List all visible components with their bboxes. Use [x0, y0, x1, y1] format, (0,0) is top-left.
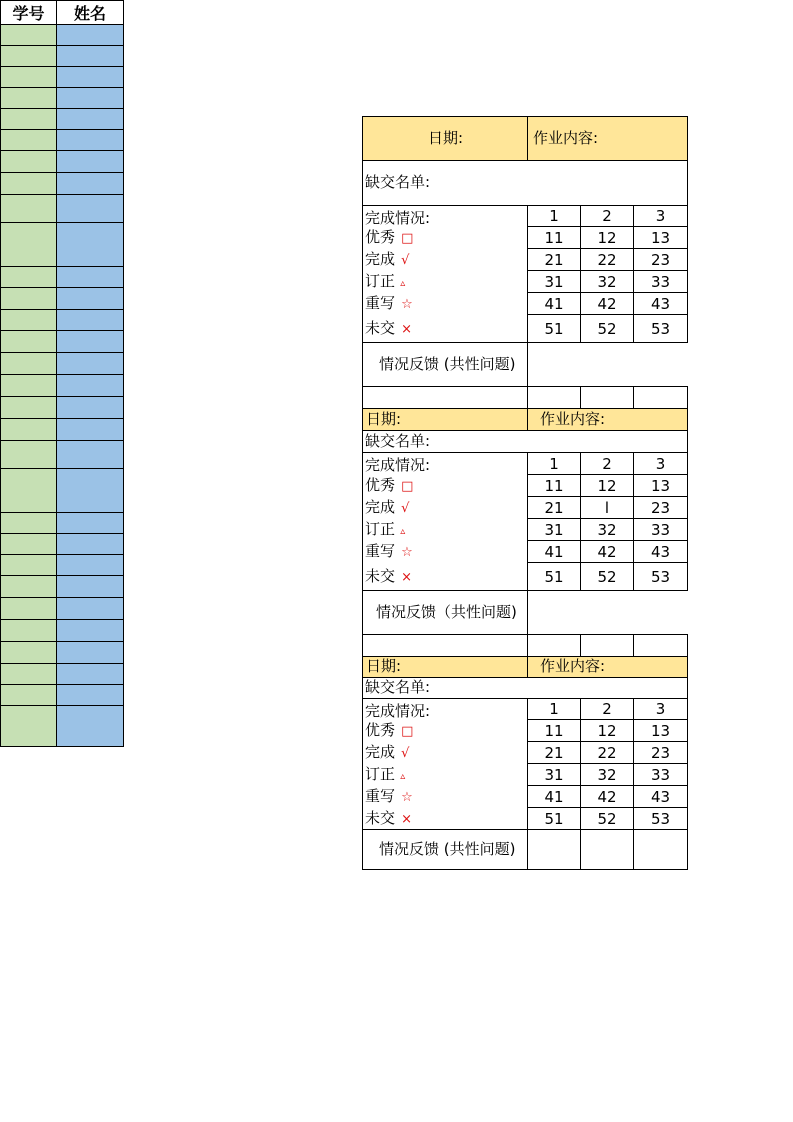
grid-cell[interactable]: [527, 474, 581, 497]
legend-mark-icon: ×: [397, 321, 413, 337]
student-name-cell[interactable]: [57, 620, 124, 642]
blank-cell[interactable]: [633, 634, 688, 657]
grid-cell[interactable]: [580, 314, 634, 343]
legend-item-4: [365, 808, 413, 827]
grid-number: 12: [597, 476, 617, 495]
grid-number: 3: [655, 207, 666, 225]
student-name-cell[interactable]: [57, 267, 124, 288]
legend-mark-icon: ☆: [397, 544, 413, 560]
student-id-cell[interactable]: [1, 67, 57, 88]
student-name-cell[interactable]: [57, 46, 124, 67]
student-id-cell[interactable]: [1, 109, 57, 130]
student-id-cell[interactable]: [1, 88, 57, 109]
student-id-cell[interactable]: [1, 469, 57, 513]
grid-cell[interactable]: [633, 763, 688, 786]
student-id-cell[interactable]: [1, 151, 57, 173]
student-id-cell[interactable]: [1, 195, 57, 223]
legend-item-3: [365, 293, 413, 312]
blank-cell[interactable]: [633, 386, 688, 409]
grid-cell[interactable]: [527, 698, 581, 720]
legend-mark-icon: □: [397, 723, 414, 739]
roster-row: [1, 46, 124, 67]
grid-number: 51: [544, 567, 564, 586]
grid-number: 42: [597, 787, 617, 806]
grid-cell[interactable]: [527, 562, 581, 591]
student-name-cell[interactable]: [57, 664, 124, 685]
grid-number: 43: [650, 787, 671, 806]
feedback-grid-cell[interactable]: [580, 829, 634, 870]
grid-cell[interactable]: [527, 205, 581, 227]
roster-row: [1, 195, 124, 223]
grid-number: 43: [650, 542, 671, 561]
content-label: 作业内容:: [540, 657, 606, 675]
roster-row: [1, 223, 124, 267]
student-id-cell[interactable]: [1, 310, 57, 331]
legend-mark-icon: □: [397, 230, 414, 246]
feedback-label: 情况反馈（共性问题): [376, 602, 517, 621]
grid-number: 23: [650, 498, 671, 517]
legend-label: 重写: [365, 541, 396, 560]
date-label: 日期:: [366, 409, 402, 428]
grid-number: 2: [602, 207, 612, 225]
content-label: 作业内容:: [540, 409, 606, 428]
student-id-cell[interactable]: [1, 555, 57, 576]
legend-mark-icon: ▵: [397, 277, 406, 289]
grid-cell[interactable]: [527, 270, 581, 293]
student-name-cell[interactable]: [57, 109, 124, 130]
student-name-cell[interactable]: [57, 375, 124, 397]
legend-item-2: [365, 764, 406, 783]
legend-item-0: [365, 227, 414, 246]
student-id-cell[interactable]: [1, 642, 57, 664]
student-id-cell[interactable]: [1, 576, 57, 598]
grid-number: 12: [597, 228, 617, 247]
grid-number: 1: [549, 207, 559, 225]
grid-cell[interactable]: [527, 719, 581, 742]
legend-item-0: [365, 720, 414, 739]
grid-cell[interactable]: [633, 248, 688, 271]
student-name-cell[interactable]: [57, 685, 124, 706]
grid-number: 2: [602, 454, 612, 473]
student-id-cell[interactable]: [1, 685, 57, 706]
legend-label: 订正: [365, 271, 396, 290]
grid-cell[interactable]: [580, 518, 634, 541]
grid-cell[interactable]: [580, 496, 634, 519]
legend-mark-icon: ☆: [397, 789, 413, 805]
roster-table: [0, 0, 124, 747]
student-id-cell[interactable]: [1, 130, 57, 151]
grid-cell[interactable]: [633, 719, 688, 742]
student-id-cell[interactable]: [1, 598, 57, 620]
grid-cell[interactable]: [527, 452, 581, 475]
grid-number: l: [604, 498, 610, 517]
student-id-cell[interactable]: [1, 331, 57, 353]
blank-cell[interactable]: [362, 386, 528, 409]
legend-mark-icon: √: [397, 500, 410, 516]
grid-number: 52: [597, 567, 617, 586]
grid-number: 52: [597, 809, 617, 828]
grid-cell[interactable]: [527, 763, 581, 786]
grid-number: 12: [597, 721, 617, 740]
legend-item-2: [365, 271, 406, 290]
grid-cell[interactable]: [527, 248, 581, 271]
content-label: 作业内容:: [533, 128, 599, 147]
roster-header-row: [1, 1, 124, 25]
grid-number: 42: [597, 294, 617, 313]
legend-label: 未交: [365, 808, 396, 827]
legend-label: 完成: [365, 249, 396, 268]
grid-cell[interactable]: [633, 698, 688, 720]
grid-number: 41: [544, 542, 564, 561]
roster-row: [1, 598, 124, 620]
feedback-label: 情况反馈 (共性问题): [379, 354, 516, 373]
grid-number: 53: [650, 567, 671, 586]
grid-cell[interactable]: [527, 518, 581, 541]
grid-number: 22: [597, 250, 617, 269]
student-name-cell[interactable]: [57, 419, 124, 441]
grid-cell[interactable]: [633, 785, 688, 808]
grid-number: 32: [597, 520, 617, 539]
legend-label: 优秀: [365, 720, 396, 739]
grid-cell[interactable]: [527, 741, 581, 764]
legend-item-4: [365, 318, 413, 337]
roster-row: [1, 353, 124, 375]
grid-number: 21: [544, 498, 564, 517]
grid-cell[interactable]: [633, 741, 688, 764]
roster-body: [1, 25, 124, 747]
student-name-cell[interactable]: [57, 173, 124, 195]
grid-cell[interactable]: [580, 226, 634, 249]
student-name-cell[interactable]: [57, 195, 124, 223]
legend-mark-icon: √: [397, 252, 410, 268]
legend-item-1: [365, 497, 410, 516]
grid-cell[interactable]: [633, 205, 688, 227]
student-name-cell[interactable]: [57, 151, 124, 173]
grid-cell[interactable]: [633, 226, 688, 249]
grid-cell[interactable]: [580, 698, 634, 720]
legend-label: 订正: [365, 519, 396, 538]
student-name-cell[interactable]: [57, 310, 124, 331]
grid-number: 22: [597, 743, 617, 762]
roster-row: [1, 419, 124, 441]
roster-row: [1, 151, 124, 173]
grid-number: 33: [650, 520, 671, 539]
blank-cell[interactable]: [527, 634, 581, 657]
grid-cell[interactable]: [527, 785, 581, 808]
grid-cell[interactable]: [633, 562, 688, 591]
grid-number: 1: [549, 454, 559, 473]
roster-row: [1, 513, 124, 534]
grid-cell[interactable]: [580, 452, 634, 475]
date-label: 日期:: [366, 657, 402, 675]
feedback-label: 情况反馈 (共性问题): [379, 839, 516, 858]
grid-cell[interactable]: [527, 314, 581, 343]
student-id-cell[interactable]: [1, 441, 57, 469]
legend-item-4: [365, 566, 413, 585]
roster-row: [1, 310, 124, 331]
legend-label: 完成: [365, 742, 396, 761]
student-id-cell[interactable]: [1, 664, 57, 685]
date-label: 日期:: [428, 128, 464, 147]
roster-row: [1, 706, 124, 747]
status-title: 完成情况:: [365, 209, 431, 227]
student-id-cell[interactable]: [1, 513, 57, 534]
missing-list-label: 缺交名单:: [365, 431, 431, 450]
student-name-cell[interactable]: [57, 706, 124, 747]
grid-number: 33: [650, 765, 671, 784]
roster-row: [1, 173, 124, 195]
legend-label: 重写: [365, 293, 396, 312]
roster-row: [1, 67, 124, 88]
roster-row: [1, 664, 124, 685]
student-name-cell[interactable]: [57, 469, 124, 513]
grid-cell[interactable]: [580, 785, 634, 808]
grid-number: 13: [650, 228, 671, 247]
student-id-cell[interactable]: [1, 267, 57, 288]
roster-row: [1, 642, 124, 664]
grid-number: 33: [650, 272, 671, 291]
student-id-cell[interactable]: [1, 353, 57, 375]
missing-list-label: 缺交名单:: [365, 173, 431, 191]
student-id-cell[interactable]: [1, 419, 57, 441]
grid-number: 53: [650, 809, 671, 828]
student-name-cell[interactable]: [57, 642, 124, 664]
status-title: 完成情况:: [365, 456, 431, 474]
legend-item-0: [365, 475, 414, 494]
legend-item-3: [365, 541, 413, 560]
roster-row: [1, 267, 124, 288]
roster-row: [1, 397, 124, 419]
grid-number: 23: [650, 250, 671, 269]
student-id-cell[interactable]: [1, 620, 57, 642]
grid-cell[interactable]: [580, 562, 634, 591]
grid-number: 41: [544, 787, 564, 806]
grid-number: 13: [650, 476, 671, 495]
blank-cell[interactable]: [580, 634, 634, 657]
grid-cell[interactable]: [633, 496, 688, 519]
grid-number: 21: [544, 743, 564, 762]
roster-row: [1, 685, 124, 706]
grid-cell[interactable]: [633, 452, 688, 475]
grid-cell[interactable]: [633, 292, 688, 315]
grid-cell[interactable]: [580, 474, 634, 497]
student-id-cell[interactable]: [1, 375, 57, 397]
student-id-cell[interactable]: [1, 706, 57, 747]
roster-row: [1, 130, 124, 151]
grid-number: 53: [650, 319, 671, 338]
legend-item-2: [365, 519, 406, 538]
grid-cell[interactable]: [580, 205, 634, 227]
legend-mark-icon: □: [397, 478, 414, 494]
grid-number: 11: [544, 476, 564, 495]
student-name-cell[interactable]: [57, 88, 124, 109]
roster-row: [1, 288, 124, 310]
grid-number: 43: [650, 294, 671, 313]
student-id-cell[interactable]: [1, 288, 57, 310]
student-name-cell[interactable]: [57, 534, 124, 555]
legend-label: 优秀: [365, 227, 396, 246]
grid-cell[interactable]: [527, 807, 581, 830]
legend-label: 未交: [365, 318, 396, 337]
grid-cell[interactable]: [580, 763, 634, 786]
grid-number: 11: [544, 721, 564, 740]
grid-number: 31: [544, 272, 564, 291]
roster-row: [1, 441, 124, 469]
student-name-cell[interactable]: [57, 331, 124, 353]
status-title: 完成情况:: [365, 702, 431, 720]
legend-mark-icon: ×: [397, 811, 413, 827]
student-id-cell[interactable]: [1, 397, 57, 419]
legend-mark-icon: ☆: [397, 296, 413, 312]
student-name-cell[interactable]: [57, 576, 124, 598]
grid-cell[interactable]: [580, 540, 634, 563]
roster-row: [1, 375, 124, 397]
roster-row: [1, 534, 124, 555]
grid-cell[interactable]: [580, 270, 634, 293]
roster-row: [1, 331, 124, 353]
grid-cell[interactable]: [633, 807, 688, 830]
grid-cell[interactable]: [580, 719, 634, 742]
grid-cell[interactable]: [633, 540, 688, 563]
roster-row: [1, 25, 124, 46]
student-name-cell[interactable]: [57, 598, 124, 620]
student-name-cell[interactable]: [57, 25, 124, 46]
grid-number: 32: [597, 272, 617, 291]
grid-number: 51: [544, 809, 564, 828]
legend-mark-icon: ▵: [397, 525, 406, 537]
roster-row: [1, 576, 124, 598]
grid-cell[interactable]: [580, 741, 634, 764]
student-name-cell[interactable]: [57, 555, 124, 576]
blank-cell[interactable]: [580, 386, 634, 409]
legend-mark-icon: ×: [397, 569, 413, 585]
missing-list-label: 缺交名单:: [365, 678, 431, 696]
feedback-grid-cell[interactable]: [527, 829, 581, 870]
grid-cell[interactable]: [527, 496, 581, 519]
legend-label: 重写: [365, 786, 396, 805]
grid-number: 42: [597, 542, 617, 561]
grid-cell[interactable]: [633, 314, 688, 343]
student-name-cell[interactable]: [57, 288, 124, 310]
student-name-cell[interactable]: [57, 397, 124, 419]
grid-cell[interactable]: [633, 474, 688, 497]
grid-number: 3: [655, 700, 666, 718]
grid-cell[interactable]: [527, 540, 581, 563]
roster-name-header: 姓名: [57, 1, 124, 25]
grid-number: 51: [544, 319, 564, 338]
roster-row: [1, 469, 124, 513]
grid-number: 11: [544, 228, 564, 247]
blank-cell[interactable]: [527, 386, 581, 409]
roster-row: [1, 88, 124, 109]
student-id-cell[interactable]: [1, 534, 57, 555]
grid-cell[interactable]: [633, 518, 688, 541]
grid-number: 32: [597, 765, 617, 784]
legend-mark-icon: √: [397, 745, 410, 761]
roster-id-header: 学号: [1, 1, 57, 25]
student-id-cell[interactable]: [1, 25, 57, 46]
grid-number: 1: [549, 700, 559, 718]
roster-row: [1, 555, 124, 576]
legend-item-1: [365, 742, 410, 761]
student-name-cell[interactable]: [57, 353, 124, 375]
student-id-cell[interactable]: [1, 173, 57, 195]
student-id-cell[interactable]: [1, 46, 57, 67]
student-name-cell[interactable]: [57, 513, 124, 534]
grid-cell[interactable]: [580, 248, 634, 271]
blank-cell[interactable]: [362, 634, 528, 657]
student-name-cell[interactable]: [57, 130, 124, 151]
legend-item-1: [365, 249, 410, 268]
legend-mark-icon: ▵: [397, 770, 406, 782]
student-name-cell[interactable]: [57, 223, 124, 267]
grid-cell[interactable]: [527, 292, 581, 315]
student-name-cell[interactable]: [57, 67, 124, 88]
grid-number: 41: [544, 294, 564, 313]
grid-number: 52: [597, 319, 617, 338]
legend-label: 未交: [365, 566, 396, 585]
legend-label: 完成: [365, 497, 396, 516]
roster-row: [1, 109, 124, 130]
legend-label: 订正: [365, 764, 396, 783]
grid-number: 13: [650, 721, 671, 740]
grid-number: 31: [544, 520, 564, 539]
grid-number: 3: [655, 454, 666, 473]
grid-cell[interactable]: [580, 292, 634, 315]
grid-cell[interactable]: [527, 226, 581, 249]
legend-item-3: [365, 786, 413, 805]
grid-number: 21: [544, 250, 564, 269]
roster-row: [1, 620, 124, 642]
student-name-cell[interactable]: [57, 441, 124, 469]
legend-label: 优秀: [365, 475, 396, 494]
grid-cell[interactable]: [633, 270, 688, 293]
grid-number: 2: [602, 700, 612, 718]
student-id-cell[interactable]: [1, 223, 57, 267]
grid-number: 31: [544, 765, 564, 784]
grid-cell[interactable]: [580, 807, 634, 830]
grid-number: 23: [650, 743, 671, 762]
feedback-grid-cell[interactable]: [633, 829, 688, 870]
